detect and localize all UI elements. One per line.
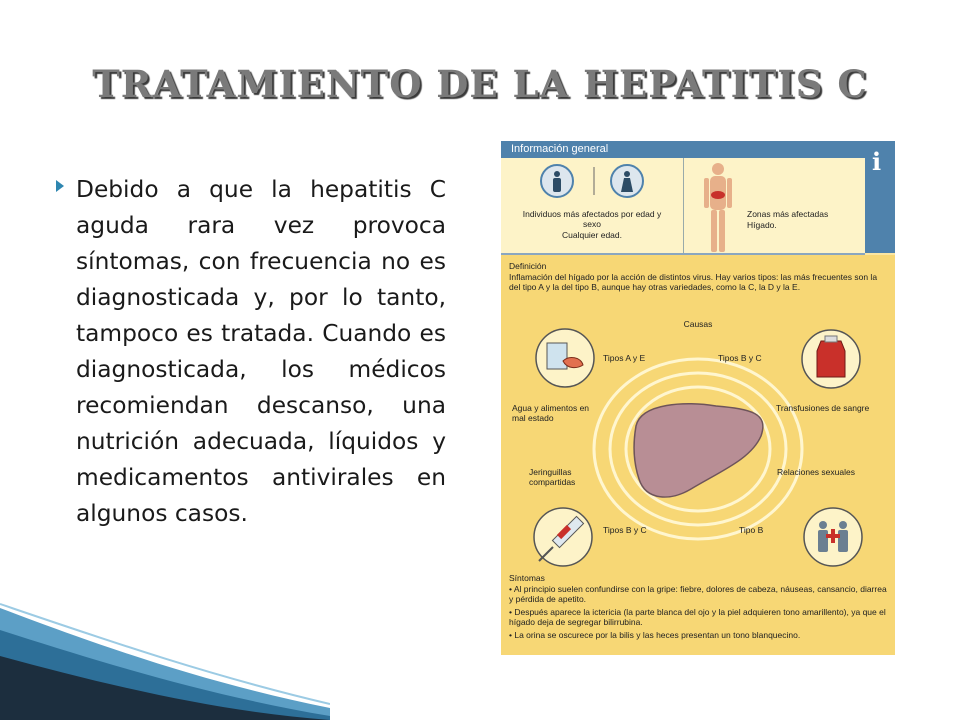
transfusion-types: Tipos B y C <box>718 353 762 363</box>
divider <box>683 158 684 253</box>
water-types: Tipos A y E <box>603 353 646 363</box>
water-food-icon <box>533 327 597 389</box>
sexual-types: Tipo B <box>739 525 764 535</box>
syringe-icon <box>531 505 595 569</box>
blood-bag-icon <box>799 327 863 391</box>
corner-swoosh <box>0 600 330 720</box>
affected-value: Cualquier edad. <box>561 230 622 240</box>
symptom-2: • Después aparece la ictericia (la parte blanca del ojo y la piel adquieren tono amarillento), ya que el hígado deja de segregar bilirrubina. <box>509 607 886 627</box>
hepatitis-infographic <box>501 141 895 655</box>
zones-label: Zonas más afectadas <box>747 209 829 219</box>
infographic-header: Información general <box>501 141 895 158</box>
symptom-1: • Al principio suelen confundirse con la gripe: fiebre, dolores de cabeza, náuseas, cansancio, diarrea y pérdida de apetito. <box>509 584 887 604</box>
info-icon: i <box>865 141 895 253</box>
symptom-3: • La orina se oscurece por la bilis y las heces presentan un tono blanquecino. <box>509 630 801 640</box>
causes-title: Causas <box>683 319 713 329</box>
slide-title: TRATAMIENTO DE LA HEPATITIS C <box>92 62 868 106</box>
syringes-label: Jeringuillas compartidas <box>529 467 576 487</box>
people-icon <box>539 163 649 203</box>
couple-icon <box>801 505 865 569</box>
syringes-types: Tipos B y C <box>603 525 647 535</box>
bullet-text: Debido a que la hepatitis C aguda rara vez provoca síntomas, con frecuencia no es diagnosticada y, por lo tanto, tampoco es tratada. Cuando es diagnosticada, los médicos recomiendan descanso, una nutrición adecuada, líquidos y medicamentos antivirales en algunos casos. <box>76 176 446 527</box>
liver-illustration <box>591 351 806 541</box>
water-label: Agua y alimentos en mal estado <box>512 403 590 423</box>
transfusion-label: Transfusiones de sangre <box>776 403 870 413</box>
bullet-point <box>56 172 446 532</box>
sexual-label: Relaciones sexuales <box>777 467 855 477</box>
symptoms-title: Síntomas <box>509 573 545 583</box>
bullet-arrow-icon <box>56 180 64 192</box>
definition-title: Definición <box>509 261 547 271</box>
affected-label: Individuos más afectados por edad y sexo <box>522 209 662 229</box>
definition-text: Inflamación del hígado por la acción de distintos virus. Hay varios tipos: las más frecuentes son la del tipo A y la del tipo B, aunque hay otras variedades, como la C, la D y la E. <box>509 272 878 292</box>
zones-value: Hígado. <box>747 220 777 230</box>
body-figure-icon <box>697 161 739 253</box>
